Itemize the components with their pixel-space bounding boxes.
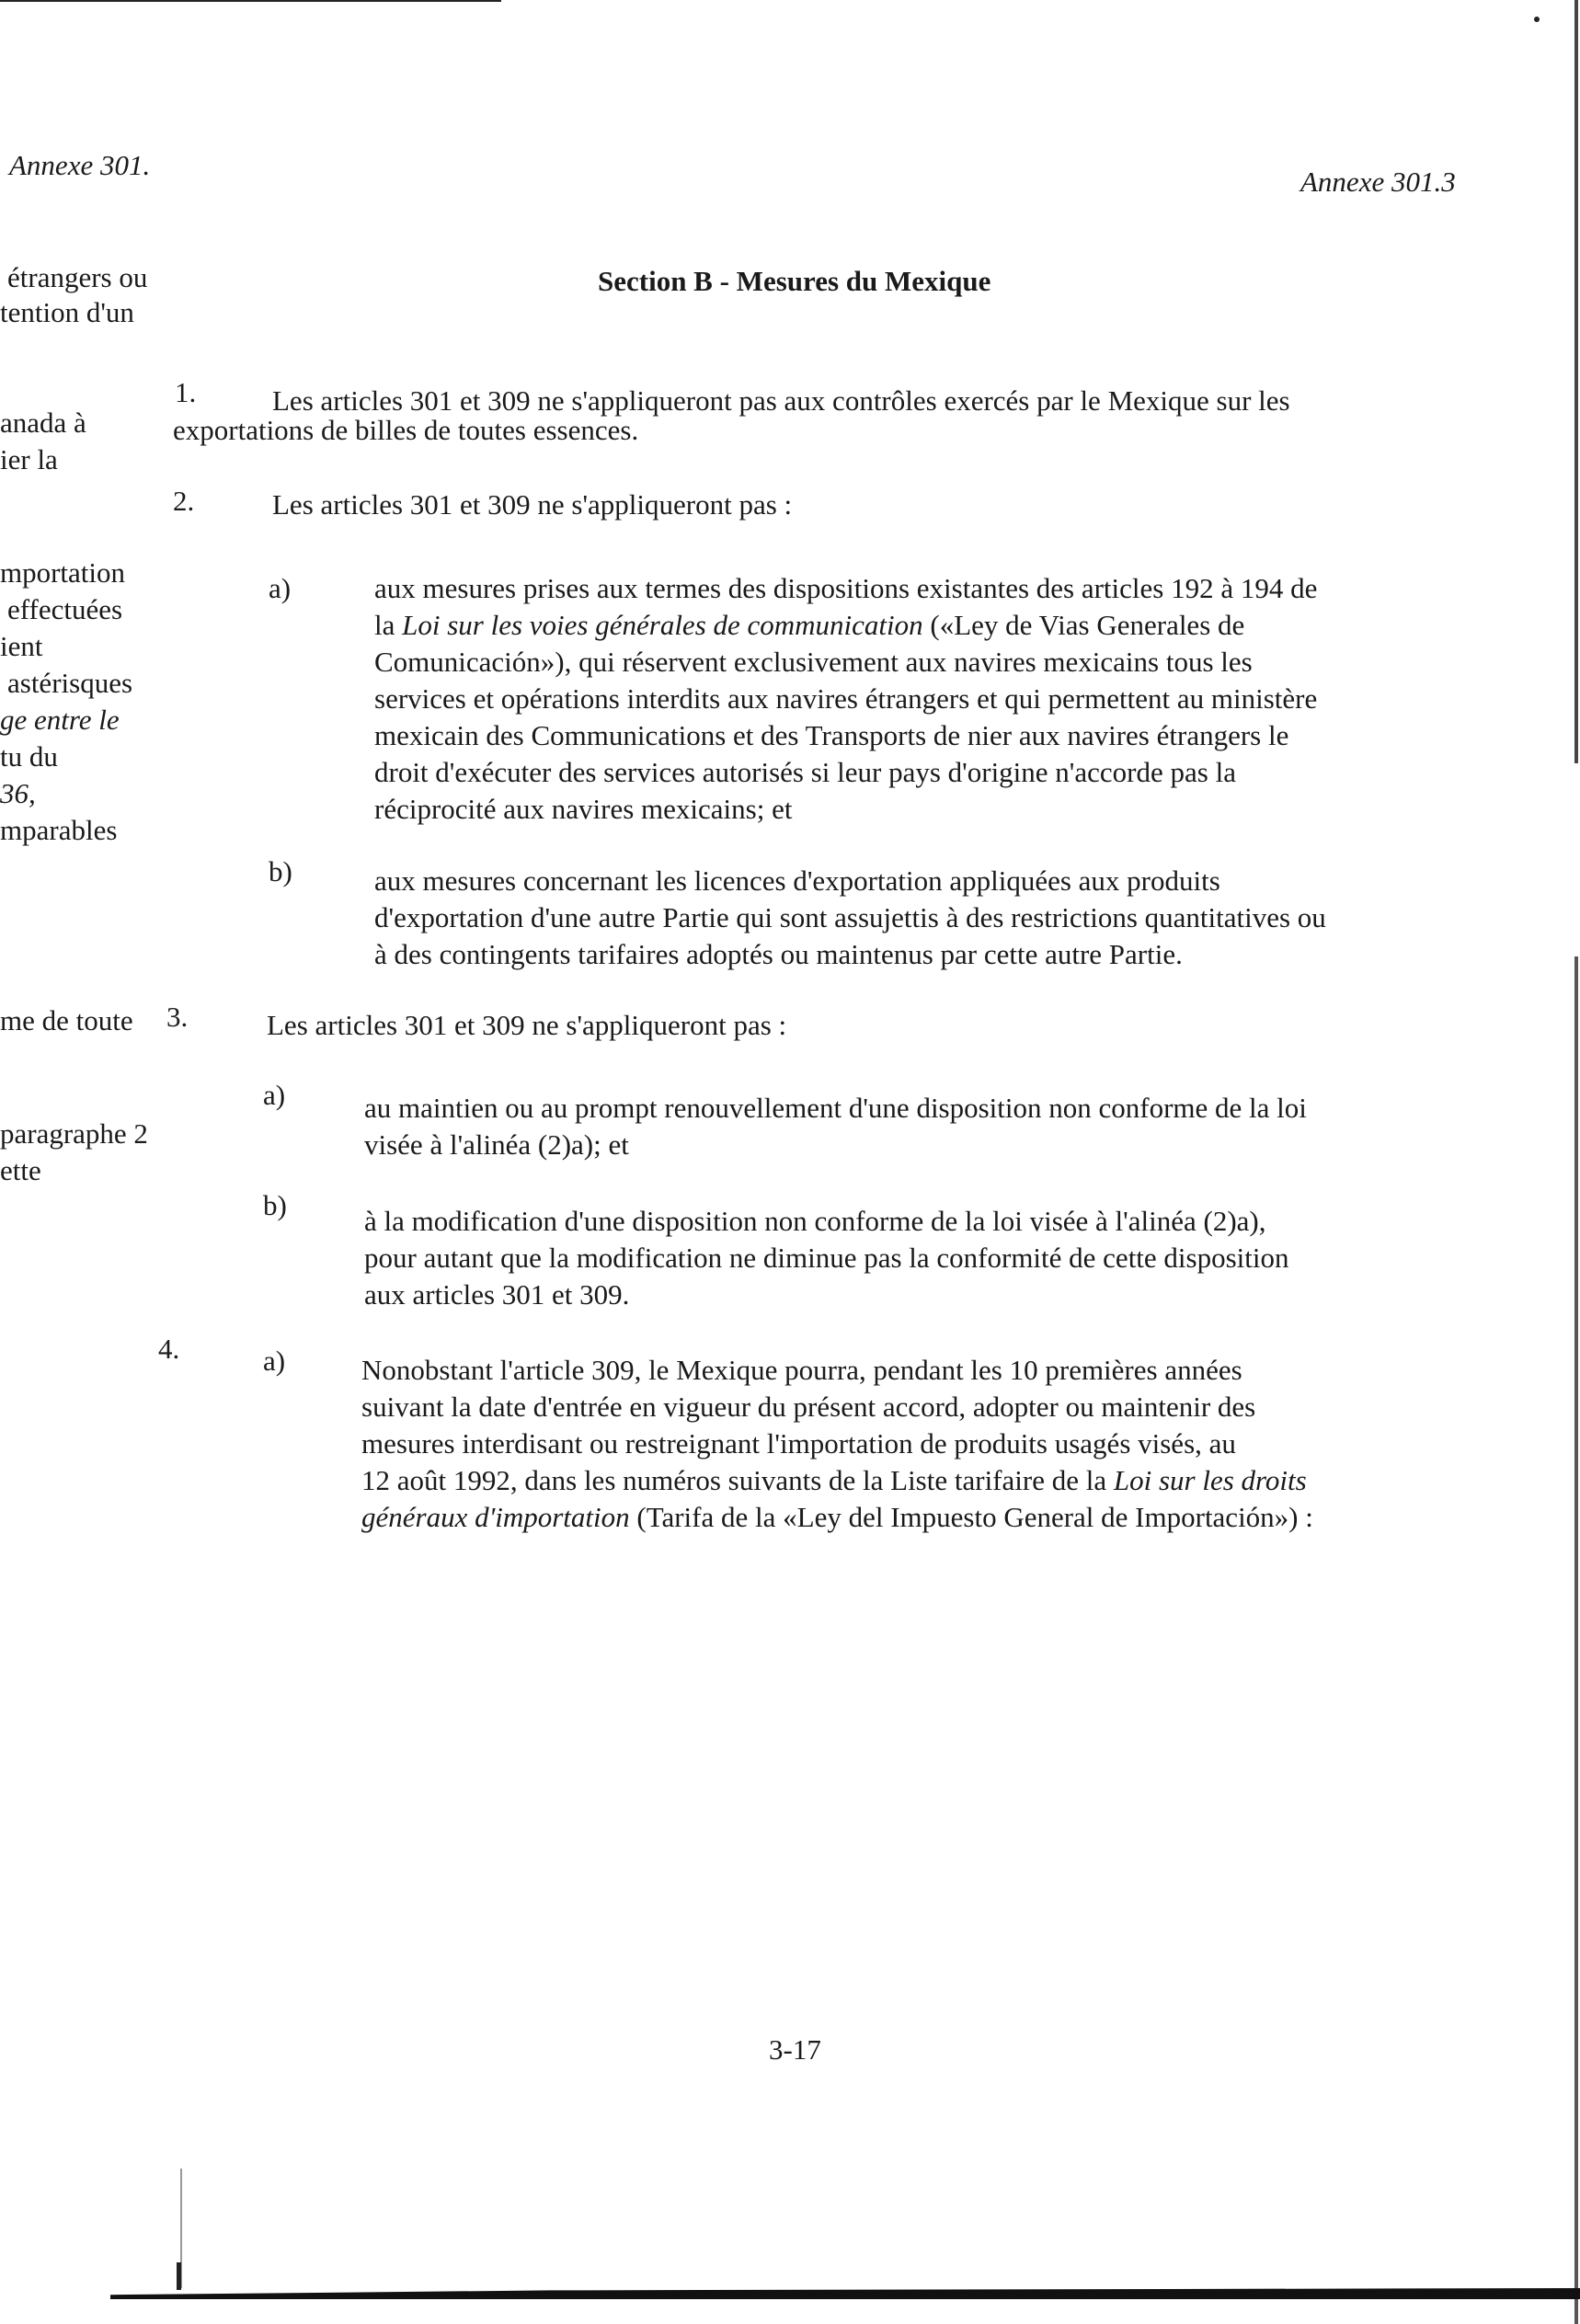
- p4a-line: 12 août 1992, dans les numéros suivants de la Liste tarifaire de la Loi sur les droits: [361, 1464, 1307, 1496]
- p3-number: 3.: [166, 1001, 189, 1033]
- left-line: ette: [0, 1154, 41, 1186]
- p2b-text: [374, 863, 1487, 973]
- p3-intro: Les articles 301 et 309 ne s'appliqueront pas :: [267, 1009, 787, 1041]
- left-line: ient: [0, 630, 43, 662]
- p1-line: exportations de billes de toutes essences.: [173, 414, 639, 446]
- law-title: Loi sur les droits: [1113, 1464, 1307, 1496]
- p4a-line: Nonobstant l'article 309, le Mexique pourra, pendant les 10 premières années: [361, 1354, 1242, 1386]
- p2b-line: d'exportation d'une autre Partie qui sont assujettis à des restrictions quantitatives ou: [374, 901, 1326, 933]
- top-rule: [0, 0, 501, 2]
- p1-number: 1.: [175, 376, 197, 408]
- p1-line: Les articles 301 et 309 ne s'appliqueront pas aux contrôles exercés par le Mexique sur les: [272, 384, 1290, 417]
- scan-edge-right-lower: [1574, 956, 1578, 2324]
- section-title: Section B - Mesures du Mexique: [598, 265, 991, 297]
- p3b-label: b): [263, 1189, 287, 1221]
- p2a-line: services et opérations interdits aux navires étrangers et qui permettent au ministère: [374, 682, 1318, 715]
- p2b-label: b): [269, 855, 292, 887]
- left-line: étrangers ou: [7, 261, 148, 293]
- p2a-line: aux mesures prises aux termes des dispositions existantes des articles 192 à 194 de: [374, 572, 1318, 604]
- p4-number: 4.: [158, 1333, 180, 1365]
- p3a-text: [364, 1090, 1468, 1163]
- left-line: mparables: [0, 814, 118, 846]
- p4a-text: [361, 1352, 1493, 1536]
- p2a-line: Comunicación»), qui réservent exclusivement aux navires mexicains tous les: [374, 646, 1253, 678]
- p3b-line: aux articles 301 et 309.: [364, 1278, 630, 1311]
- left-line: paragraphe 2: [0, 1117, 148, 1150]
- p2a-text: [374, 570, 1460, 828]
- scan-bottom-shadow: [110, 2288, 1580, 2299]
- page-number: 3-17: [769, 2033, 821, 2066]
- p3a-line: visée à l'alinéa (2)a); et: [364, 1128, 629, 1161]
- p4a-line: suivant la date d'entrée en vigueur du présent accord, adopter ou maintenir des: [361, 1391, 1256, 1423]
- header-left: Annexe 301.: [9, 149, 151, 181]
- left-line: effectuées: [7, 593, 123, 625]
- p4a-line: généraux d'importation (Tarifa de la «Ley del Impuesto General de Importación») :: [361, 1501, 1313, 1533]
- p2-number: 2.: [173, 485, 195, 517]
- left-line: 36,: [0, 777, 36, 809]
- left-line: tu du: [0, 740, 58, 773]
- p3b-line: pour autant que la modification ne diminue pas la conformité de cette disposition: [364, 1242, 1289, 1274]
- law-title: Loi sur les voies générales de communication: [402, 609, 923, 641]
- p2a-line: la Loi sur les voies générales de communication («Ley de Vias Generales de: [374, 609, 1245, 641]
- left-line: tention d'un: [0, 296, 134, 328]
- p2a-label: a): [269, 572, 292, 604]
- law-title: généraux d'importation: [361, 1501, 630, 1533]
- left-line: anada à: [0, 406, 86, 439]
- left-line: ge entre le: [0, 704, 120, 736]
- scan-edge-right: [1574, 0, 1578, 763]
- p2b-line: aux mesures concernant les licences d'exportation appliquées aux produits: [374, 864, 1220, 897]
- scan-speck: [1534, 17, 1540, 22]
- left-line: astérisques: [7, 667, 133, 699]
- p4a-label: a): [263, 1345, 286, 1377]
- left-line: me de toute: [0, 1004, 133, 1036]
- p2-intro: Les articles 301 et 309 ne s'appliqueront pas :: [272, 488, 793, 521]
- left-line: ier la: [0, 443, 58, 475]
- p2a-line: droit d'exécuter des services autorisés si leur pays d'origine n'accorde pas la: [374, 756, 1236, 788]
- left-line: mportation: [0, 556, 126, 589]
- p2b-line: à des contingents tarifaires adoptés ou maintenus par cette autre Partie.: [374, 938, 1183, 970]
- p4a-line: mesures interdisant ou restreignant l'importation de produits usagés visés, au: [361, 1427, 1236, 1460]
- p2a-line: réciprocité aux navires mexicains; et: [374, 793, 793, 825]
- p3b-line: à la modification d'une disposition non conforme de la loi visée à l'alinéa (2)a),: [364, 1205, 1266, 1237]
- p3a-line: au maintien ou au prompt renouvellement d'une disposition non conforme de la loi: [364, 1092, 1307, 1124]
- p3b-text: [364, 1203, 1468, 1313]
- p3a-label: a): [263, 1079, 286, 1111]
- p2a-line: mexicain des Communications et des Transports de nier aux navires étrangers le: [374, 719, 1289, 751]
- header-right: Annexe 301.3: [1300, 166, 1456, 198]
- scan-tick: [177, 2262, 181, 2290]
